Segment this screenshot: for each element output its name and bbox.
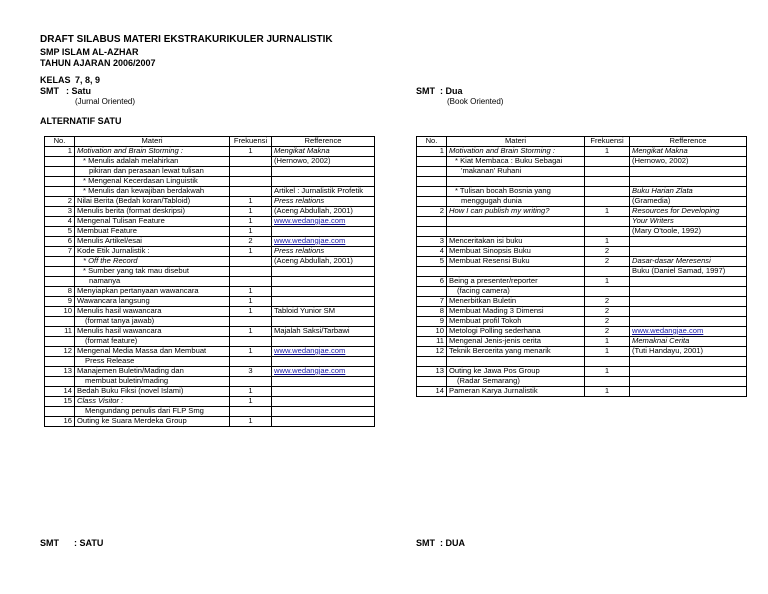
table-row	[45, 357, 375, 367]
semester-one-table	[44, 136, 375, 427]
cell-no: 14	[45, 387, 75, 397]
table-row	[417, 357, 747, 367]
table-header-row	[45, 137, 375, 147]
column-materi: Materi	[447, 137, 585, 147]
cell-reference	[630, 377, 747, 387]
column-reference: Refference	[272, 137, 375, 147]
cell-reference: www.wedangjae.com	[272, 237, 375, 247]
table-row	[45, 247, 375, 257]
column-materi: Materi	[75, 137, 230, 147]
cell-materi	[447, 267, 585, 277]
table-row	[45, 217, 375, 227]
table-row	[417, 347, 747, 357]
cell-reference	[630, 307, 747, 317]
cell-frekuensi: 1	[230, 147, 272, 157]
cell-materi	[447, 177, 585, 187]
cell-frekuensi	[230, 187, 272, 197]
cell-no	[45, 337, 75, 347]
table-row	[45, 227, 375, 237]
cell-reference	[272, 167, 375, 177]
cell-materi: (facing camera)	[447, 287, 585, 297]
cell-reference	[272, 407, 375, 417]
table-row	[417, 387, 747, 397]
table-row	[45, 287, 375, 297]
cell-no: 12	[417, 347, 447, 357]
cell-materi: (format tanya jawab)	[75, 317, 230, 327]
cell-frekuensi: 1	[585, 147, 630, 157]
cell-materi: Membuat Resensi Buku	[447, 257, 585, 267]
table-row	[417, 247, 747, 257]
table-row	[45, 397, 375, 407]
cell-frekuensi: 1	[585, 337, 630, 347]
table-row	[417, 317, 747, 327]
school-name: SMP ISLAM AL-AZHAR	[40, 47, 139, 57]
cell-materi	[447, 227, 585, 237]
cell-materi: Membuat Feature	[75, 227, 230, 237]
cell-materi: How I can publish my writing?	[447, 207, 585, 217]
table-row	[45, 367, 375, 377]
cell-no: 10	[45, 307, 75, 317]
cell-reference	[630, 277, 747, 287]
cell-no: 8	[45, 287, 75, 297]
table-row	[417, 327, 747, 337]
cell-materi: Kode Etik Jurnalistik :	[75, 247, 230, 257]
cell-no	[417, 287, 447, 297]
document-title: DRAFT SILABUS MATERI EKSTRAKURIKULER JURNALISTIK	[40, 34, 333, 45]
cell-materi	[447, 357, 585, 367]
cell-reference	[272, 387, 375, 397]
cell-materi: Mengenal Media Massa dan Membuat	[75, 347, 230, 357]
cell-frekuensi	[230, 167, 272, 177]
cell-no: 13	[417, 367, 447, 377]
cell-materi: (Radar Semarang)	[447, 377, 585, 387]
cell-reference: Buku Harian Zlata	[630, 187, 747, 197]
cell-no: 16	[45, 417, 75, 427]
cell-materi: Teknik Bercerita yang menarik	[447, 347, 585, 357]
cell-frekuensi: 1	[230, 247, 272, 257]
cell-reference: Mengikat Makna	[630, 147, 747, 157]
cell-reference	[630, 387, 747, 397]
table-row	[45, 207, 375, 217]
cell-frekuensi: 1	[585, 347, 630, 357]
table-row	[417, 257, 747, 267]
cell-no	[417, 217, 447, 227]
cell-reference: www.wedangjae.com	[272, 367, 375, 377]
smt-value-left: : Satu	[66, 86, 92, 96]
cell-reference	[272, 397, 375, 407]
cell-reference	[630, 167, 747, 177]
cell-no: 7	[45, 247, 75, 257]
cell-reference: (Mary O'toole, 1992)	[630, 227, 747, 237]
cell-materi: * Sumber yang tak mau disebut	[75, 267, 230, 277]
cell-materi: Being a presenter/reporter	[447, 277, 585, 287]
cell-no	[45, 317, 75, 327]
cell-frekuensi: 1	[230, 387, 272, 397]
table-row	[45, 417, 375, 427]
table-row	[417, 377, 747, 387]
cell-reference: (Tuti Handayu, 2001)	[630, 347, 747, 357]
cell-no: 3	[417, 237, 447, 247]
cell-no	[417, 357, 447, 367]
cell-no: 13	[45, 367, 75, 377]
cell-no: 6	[417, 277, 447, 287]
smt-value-right: : Dua	[440, 86, 463, 96]
table-row	[417, 337, 747, 347]
cell-no	[417, 197, 447, 207]
cell-reference: (Hernowo, 2002)	[630, 157, 747, 167]
table-row	[45, 337, 375, 347]
smt-note-right: (Book Oriented)	[447, 97, 504, 106]
table-row	[417, 167, 747, 177]
table-header-row	[417, 137, 747, 147]
cell-no: 1	[417, 147, 447, 157]
cell-materi: Outing ke Suara Merdeka Group	[75, 417, 230, 427]
cell-reference: www.wedangjae.com	[630, 327, 747, 337]
table-row	[45, 197, 375, 207]
cell-reference: Dasar-dasar Meresensi	[630, 257, 747, 267]
table-row	[45, 277, 375, 287]
cell-reference	[630, 317, 747, 327]
cell-materi: Manajemen Buletin/Mading dan	[75, 367, 230, 377]
cell-no: 3	[45, 207, 75, 217]
cell-reference	[272, 227, 375, 237]
table-row	[417, 297, 747, 307]
cell-no: 14	[417, 387, 447, 397]
table-row	[45, 167, 375, 177]
cell-materi: Membuat profil Tokoh	[447, 317, 585, 327]
cell-frekuensi: 1	[230, 227, 272, 237]
cell-reference: Tabloid Yunior SM	[272, 307, 375, 317]
cell-no: 9	[45, 297, 75, 307]
cell-no	[417, 187, 447, 197]
cell-no: 4	[417, 247, 447, 257]
table-row	[417, 367, 747, 377]
table-row	[45, 327, 375, 337]
table-row	[45, 317, 375, 327]
table-row	[417, 147, 747, 157]
cell-no: 5	[417, 257, 447, 267]
cell-materi: Motivation and Brain Storming :	[75, 147, 230, 157]
cell-no: 1	[45, 147, 75, 157]
cell-materi: * Menulis dan kewajiban berdakwah	[75, 187, 230, 197]
cell-materi: Menceritakan isi buku	[447, 237, 585, 247]
cell-frekuensi: 1	[230, 207, 272, 217]
cell-frekuensi	[585, 197, 630, 207]
cell-materi: Nilai Berita (Bedah koran/Tabloid)	[75, 197, 230, 207]
cell-reference	[630, 237, 747, 247]
table-row	[417, 157, 747, 167]
table-row	[45, 257, 375, 267]
cell-no: 10	[417, 327, 447, 337]
cell-materi: Motivation and Brain Storming :	[447, 147, 585, 157]
cell-reference: (Aceng Abdullah, 2001)	[272, 257, 375, 267]
cell-materi: Mengenal Jenis-jenis cerita	[447, 337, 585, 347]
table-row	[45, 407, 375, 417]
cell-reference	[630, 367, 747, 377]
cell-no	[45, 187, 75, 197]
cell-frekuensi: 1	[585, 367, 630, 377]
cell-reference	[272, 267, 375, 277]
table-row	[417, 307, 747, 317]
cell-materi: * Mengenal Kecerdasan Linguistik	[75, 177, 230, 187]
cell-no: 7	[417, 297, 447, 307]
footer-smt-label-left: SMT	[40, 538, 59, 548]
cell-no	[45, 257, 75, 267]
cell-frekuensi	[230, 337, 272, 347]
cell-reference: Press relations	[272, 197, 375, 207]
cell-reference: Press relations	[272, 247, 375, 257]
cell-frekuensi: 2	[230, 237, 272, 247]
cell-reference: Resources for Developing	[630, 207, 747, 217]
cell-no	[417, 177, 447, 187]
cell-reference	[272, 317, 375, 327]
cell-reference	[272, 377, 375, 387]
cell-reference	[272, 337, 375, 347]
cell-no: 4	[45, 217, 75, 227]
cell-materi: Mengenal Tulisan Feature	[75, 217, 230, 227]
cell-no: 2	[417, 207, 447, 217]
cell-frekuensi: 2	[585, 327, 630, 337]
cell-no: 6	[45, 237, 75, 247]
cell-frekuensi: 1	[585, 237, 630, 247]
cell-frekuensi: 1	[230, 307, 272, 317]
table-row	[417, 207, 747, 217]
footer-smt-right: : DUA	[440, 538, 465, 548]
table-row	[417, 177, 747, 187]
cell-frekuensi: 3	[230, 367, 272, 377]
cell-no: 5	[45, 227, 75, 237]
cell-reference	[630, 177, 747, 187]
cell-reference	[272, 277, 375, 287]
cell-no: 11	[45, 327, 75, 337]
cell-materi: Outing ke Jawa Pos Group	[447, 367, 585, 377]
cell-reference: Your Writers	[630, 217, 747, 227]
table-row	[45, 377, 375, 387]
cell-frekuensi	[585, 357, 630, 367]
cell-materi: Menulis hasil wawancara	[75, 327, 230, 337]
kelas-value: 7, 8, 9	[75, 75, 101, 85]
cell-reference: Artikel : Jurnalistik Profetik	[272, 187, 375, 197]
table-row	[45, 237, 375, 247]
cell-frekuensi: 1	[230, 217, 272, 227]
column-no: No.	[417, 137, 447, 147]
cell-frekuensi	[585, 267, 630, 277]
cell-frekuensi: 1	[230, 417, 272, 427]
cell-no	[45, 357, 75, 367]
cell-materi: menggugah dunia	[447, 197, 585, 207]
cell-frekuensi: 2	[585, 317, 630, 327]
table-row	[45, 387, 375, 397]
table-row	[45, 267, 375, 277]
cell-no	[417, 267, 447, 277]
cell-frekuensi	[585, 157, 630, 167]
table-row	[45, 177, 375, 187]
table-row	[417, 237, 747, 247]
cell-reference	[272, 297, 375, 307]
cell-no: 15	[45, 397, 75, 407]
semester-two-table	[416, 136, 747, 397]
cell-frekuensi: 2	[585, 257, 630, 267]
cell-materi: (format feature)	[75, 337, 230, 347]
cell-reference: Majalah Saksi/Tarbawi	[272, 327, 375, 337]
cell-materi: Wawancara langsung	[75, 297, 230, 307]
cell-no	[45, 167, 75, 177]
cell-no	[417, 167, 447, 177]
cell-materi: namanya	[75, 277, 230, 287]
cell-frekuensi	[230, 377, 272, 387]
cell-frekuensi: 2	[585, 307, 630, 317]
cell-frekuensi	[230, 257, 272, 267]
cell-frekuensi: 1	[230, 347, 272, 357]
cell-no	[417, 377, 447, 387]
cell-frekuensi	[230, 157, 272, 167]
smt-label-left: SMT	[40, 86, 59, 96]
cell-frekuensi: 1	[230, 297, 272, 307]
cell-no	[45, 277, 75, 287]
cell-reference: www.wedangjae.com	[272, 347, 375, 357]
cell-frekuensi	[230, 357, 272, 367]
alternative-heading: ALTERNATIF SATU	[40, 116, 122, 126]
cell-materi: Menulis berita (format deskripsi)	[75, 207, 230, 217]
cell-no	[45, 177, 75, 187]
cell-materi: Menulis Artikel/esai	[75, 237, 230, 247]
cell-reference: www.wedangjae.com	[272, 217, 375, 227]
cell-materi: Membuat Sinopsis Buku	[447, 247, 585, 257]
table-row	[45, 157, 375, 167]
cell-frekuensi	[230, 267, 272, 277]
cell-no	[417, 157, 447, 167]
table-row	[45, 187, 375, 197]
cell-reference	[630, 287, 747, 297]
cell-materi: Pameran Karya Jurnalistik	[447, 387, 585, 397]
cell-reference	[630, 247, 747, 257]
cell-materi: Metologi Polling sederhana	[447, 327, 585, 337]
cell-reference: Mengikat Makna	[272, 147, 375, 157]
cell-reference: Buku (Daniel Samad, 1997)	[630, 267, 747, 277]
cell-frekuensi	[585, 287, 630, 297]
cell-frekuensi: 2	[585, 297, 630, 307]
cell-frekuensi: 1	[230, 397, 272, 407]
smt-note-left: (Jurnal Oriented)	[75, 97, 136, 106]
cell-materi: pikiran dan perasaan lewat tulisan	[75, 167, 230, 177]
cell-frekuensi	[585, 187, 630, 197]
cell-reference: (Hernowo, 2002)	[272, 157, 375, 167]
cell-frekuensi	[585, 227, 630, 237]
table-row	[417, 277, 747, 287]
academic-year: TAHUN AJARAN 2006/2007	[40, 58, 156, 68]
table-row	[417, 187, 747, 197]
cell-frekuensi	[585, 177, 630, 187]
cell-frekuensi	[230, 407, 272, 417]
column-reference: Refference	[630, 137, 747, 147]
cell-reference	[272, 177, 375, 187]
cell-reference	[272, 287, 375, 297]
cell-materi: * Kiat Membaca : Buku Sebagai	[447, 157, 585, 167]
table-row	[417, 197, 747, 207]
cell-no: 2	[45, 197, 75, 207]
table-row	[45, 307, 375, 317]
cell-materi: Press Release	[75, 357, 230, 367]
cell-materi: membuat buletin/mading	[75, 377, 230, 387]
cell-materi: 'makanan' Ruhani	[447, 167, 585, 177]
table-row	[417, 287, 747, 297]
cell-no	[45, 407, 75, 417]
cell-frekuensi: 1	[585, 207, 630, 217]
table-row	[417, 227, 747, 237]
cell-materi: Menyiapkan pertanyaan wawancara	[75, 287, 230, 297]
table-row	[417, 267, 747, 277]
cell-frekuensi: 2	[585, 247, 630, 257]
cell-no: 11	[417, 337, 447, 347]
cell-no	[417, 227, 447, 237]
cell-no: 12	[45, 347, 75, 357]
footer-smt-left: : SATU	[74, 538, 104, 548]
footer-smt-label-right: SMT	[416, 538, 435, 548]
cell-reference: Memaknai Cerita	[630, 337, 747, 347]
cell-materi: * Tulisan bocah Bosnia yang	[447, 187, 585, 197]
table-row	[417, 217, 747, 227]
cell-frekuensi	[230, 277, 272, 287]
cell-reference	[630, 357, 747, 367]
cell-materi	[447, 217, 585, 227]
cell-frekuensi: 1	[230, 197, 272, 207]
cell-no	[45, 267, 75, 277]
column-frekuensi: Frekuensi	[585, 137, 630, 147]
cell-materi: Bedah Buku Fiksi (novel Islami)	[75, 387, 230, 397]
cell-materi: Mengundang penulis dari FLP Smg	[75, 407, 230, 417]
cell-no: 9	[417, 317, 447, 327]
cell-frekuensi: 1	[230, 287, 272, 297]
cell-materi: * Off the Record	[75, 257, 230, 267]
cell-reference	[630, 297, 747, 307]
cell-reference: (Aceng Abdullah, 2001)	[272, 207, 375, 217]
kelas-label: KELAS	[40, 75, 71, 85]
cell-frekuensi	[585, 217, 630, 227]
table-row	[45, 347, 375, 357]
cell-no	[45, 377, 75, 387]
column-frekuensi: Frekuensi	[230, 137, 272, 147]
cell-no: 8	[417, 307, 447, 317]
table-row	[45, 147, 375, 157]
cell-no	[45, 157, 75, 167]
cell-materi: Menulis hasil wawancara	[75, 307, 230, 317]
cell-materi: Membuat Mading 3 Dimensi	[447, 307, 585, 317]
cell-frekuensi	[585, 167, 630, 177]
table-row	[45, 297, 375, 307]
smt-label-right: SMT	[416, 86, 435, 96]
cell-frekuensi: 1	[585, 277, 630, 287]
cell-reference: (Gramedia)	[630, 197, 747, 207]
cell-materi: Menerbitkan Buletin	[447, 297, 585, 307]
cell-reference	[272, 417, 375, 427]
cell-frekuensi	[230, 177, 272, 187]
cell-materi: Class Visitor :	[75, 397, 230, 407]
cell-materi: * Menulis adalah melahirkan	[75, 157, 230, 167]
cell-frekuensi	[585, 377, 630, 387]
column-no: No.	[45, 137, 75, 147]
cell-frekuensi: 1	[585, 387, 630, 397]
cell-frekuensi	[230, 317, 272, 327]
cell-reference	[272, 357, 375, 367]
cell-frekuensi: 1	[230, 327, 272, 337]
